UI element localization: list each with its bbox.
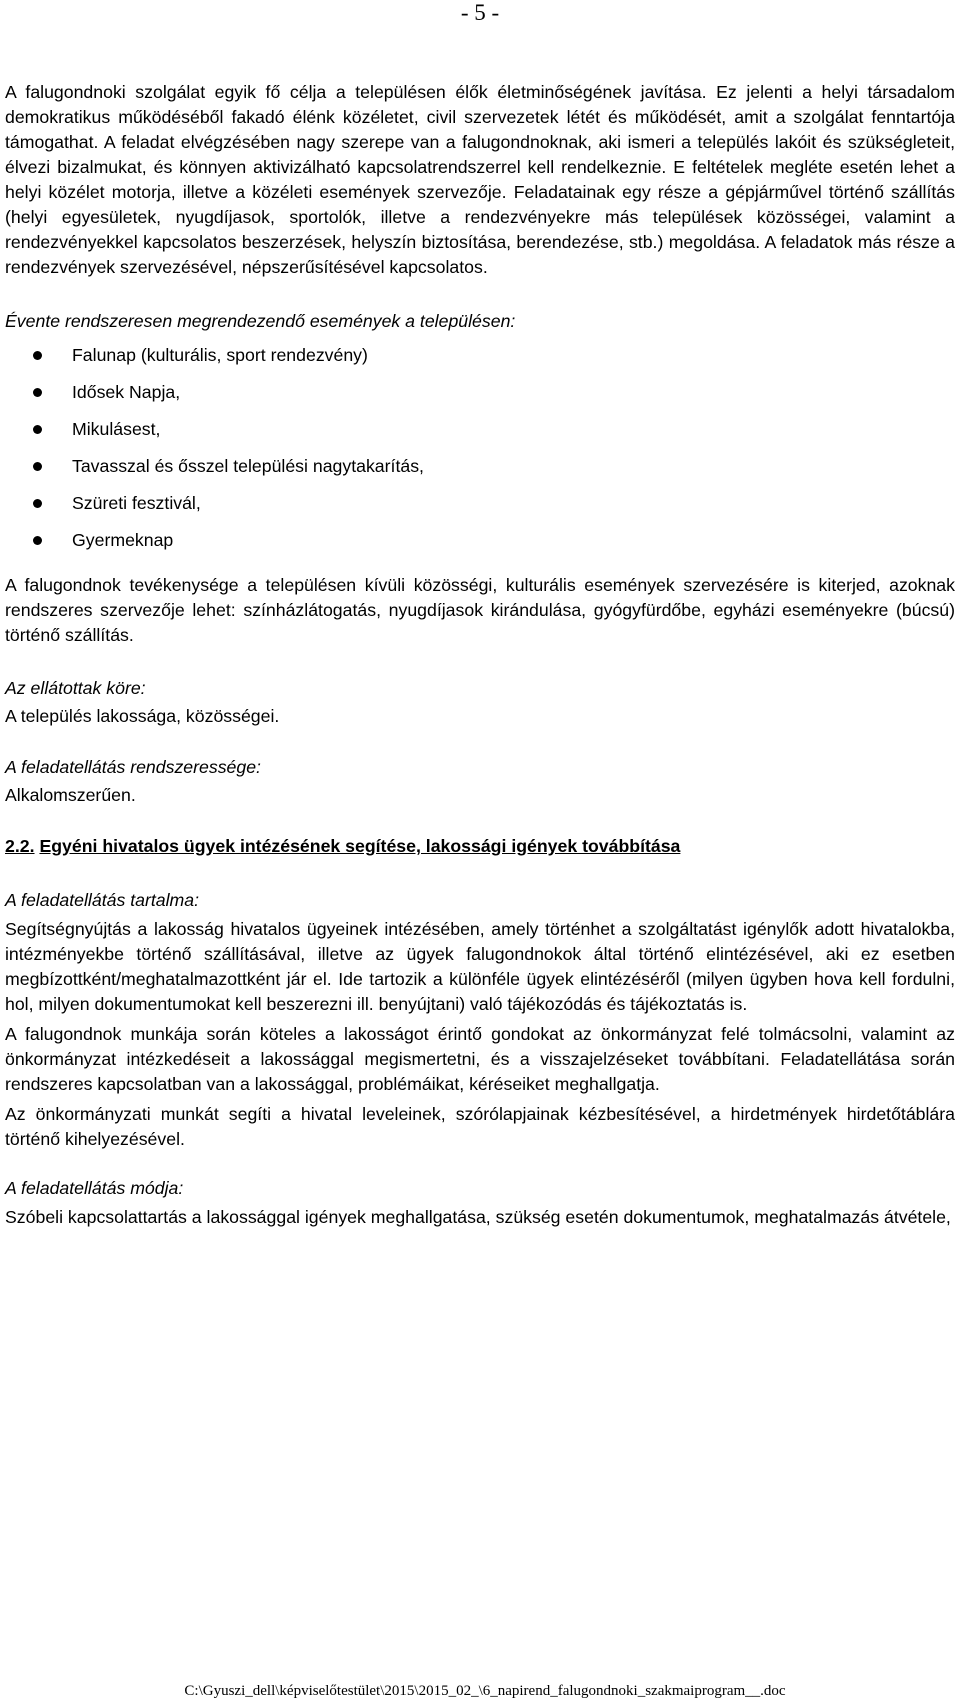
- bullet-icon: [33, 462, 42, 471]
- served-text: A település lakossága, közösségei.: [5, 706, 280, 726]
- section-heading: [5, 834, 955, 859]
- list-item: [5, 343, 955, 380]
- list-item: [5, 380, 955, 417]
- served-label: Az ellátottak köre:: [5, 678, 146, 698]
- content-label: A feladatellátás tartalma:: [5, 890, 200, 910]
- section-number: 2.2.: [5, 836, 35, 856]
- intro-paragraph: A falugondnoki szolgálat egyik fő célja a településen élők életminőségének javítása. Ez jelenti a helyi társadalom demokratikus működéséből fakadó élénk közéletet, civil szervezetek létét és működését, amit a szolgálat fenntartója támogathat. A feladat elvégzésében nagy szerepe van a falugondnoknak, aki ismeri a település lakóit és szükségleteit, élvezi bizalmukat, és könnyen aktivizálható kapcsolatrendszerrel kell rendelkeznie. E feltételek megléte esetén lehet a helyi közélet motorja, illetve a közéleti események szervezője. Feladatainak egy része a gépjárművel történő szállítás (helyi egyesületek, nyugdíjasok, sportolók, illetve a rendezvényekre más települések közösségei, valamint a rendezvényekkel kapcsolatos beszerzések, helyszín biztosítása, berendezése, stb.) megoldása. A feladatok más része a rendezvények szervezésével, népszerűsítésével kapcsolatos.: [5, 82, 955, 277]
- section-title: Egyéni hivatalos ügyek intézésének segítése, lakossági igények továbbítása: [39, 836, 681, 856]
- bullet-icon: [33, 499, 42, 508]
- bullet-icon: [33, 536, 42, 545]
- page-number: - 5 -: [460, 0, 500, 25]
- list-item: [5, 528, 955, 565]
- list-item-label: Falunap (kulturális, sport rendezvény): [72, 345, 368, 365]
- document-body: [5, 80, 955, 1230]
- footer-file-path: C:\Gyuszi_dell\képviselőtestület\2015\2015_02_\6_napirend_falugondnoki_szakmaiprogram__.doc: [184, 1683, 786, 1699]
- bullet-icon: [33, 388, 42, 397]
- events-list: [5, 343, 955, 565]
- list-item-label: Tavasszal és ősszel települési nagytakarítás,: [72, 456, 424, 476]
- regularity-text: Alkalomszerűen.: [5, 785, 136, 805]
- mode-text: Szóbeli kapcsolattartás a lakossággal igények meghallgatása, szükség esetén dokumentumok, meghatalmazás átvétele,: [5, 1207, 951, 1227]
- content-paragraph-1: Segítségnyújtás a lakosság hivatalos ügyeinek intézésében, amely történhet a szolgáltatást igénylők adott hivatalokba, intézményekbe történő szállításával, illetve az ügyek falugondnokok által történő elintézésével, aki ez esetben megbízottként/meghatalmazottként jár el. Ide tartozik a különféle ügyek elintézéséről (milyen ügyben hova kell fordulni, hol, milyen dokumentumokat kell beszerezni ill. benyújtani) való tájékozódás és tájékoztatás is.: [5, 919, 955, 1014]
- content-paragraph-3: Az önkormányzati munkát segíti a hivatal leveleinek, szórólapjainak kézbesítésével, a hirdetmények hirdetőtáblára történő kihelyezésével.: [5, 1104, 955, 1149]
- events-followup-paragraph: A falugondnok tevékenysége a településen kívüli közösségi, kulturális események szervezésére is kiterjed, azoknak rendszeres szervezője lehet: színházlátogatás, nyugdíjasok kirándulása, gyógyfürdőbe, egyházi eseményekre (búcsú) történő szállítás.: [5, 575, 955, 645]
- content-paragraph-2: A falugondnok munkája során köteles a lakosságot érintő gondokat az önkormányzat felé tolmácsolni, valamint az önkormányzat intézkedéseit a lakossággal megismertetni, és a visszajelzéseket továbbítani. Feladatellátása során rendszeres kapcsolatban van a lakossággal, problémáikat, kéréseiket meghallgatja.: [5, 1024, 955, 1094]
- regularity-label: A feladatellátás rendszeressége:: [5, 757, 261, 777]
- list-item-label: Gyermeknap: [72, 530, 174, 550]
- list-item: [5, 454, 955, 491]
- list-item: [5, 491, 955, 528]
- mode-label: A feladatellátás módja:: [5, 1178, 184, 1198]
- list-item-label: Mikulásest,: [72, 419, 161, 439]
- list-item: [5, 417, 955, 454]
- list-item-label: Szüreti fesztivál,: [72, 493, 201, 513]
- bullet-icon: [33, 425, 42, 434]
- list-item-label: Idősek Napja,: [72, 382, 181, 402]
- bullet-icon: [33, 351, 42, 360]
- events-heading: Évente rendszeresen megrendezendő események a településen:: [5, 311, 516, 331]
